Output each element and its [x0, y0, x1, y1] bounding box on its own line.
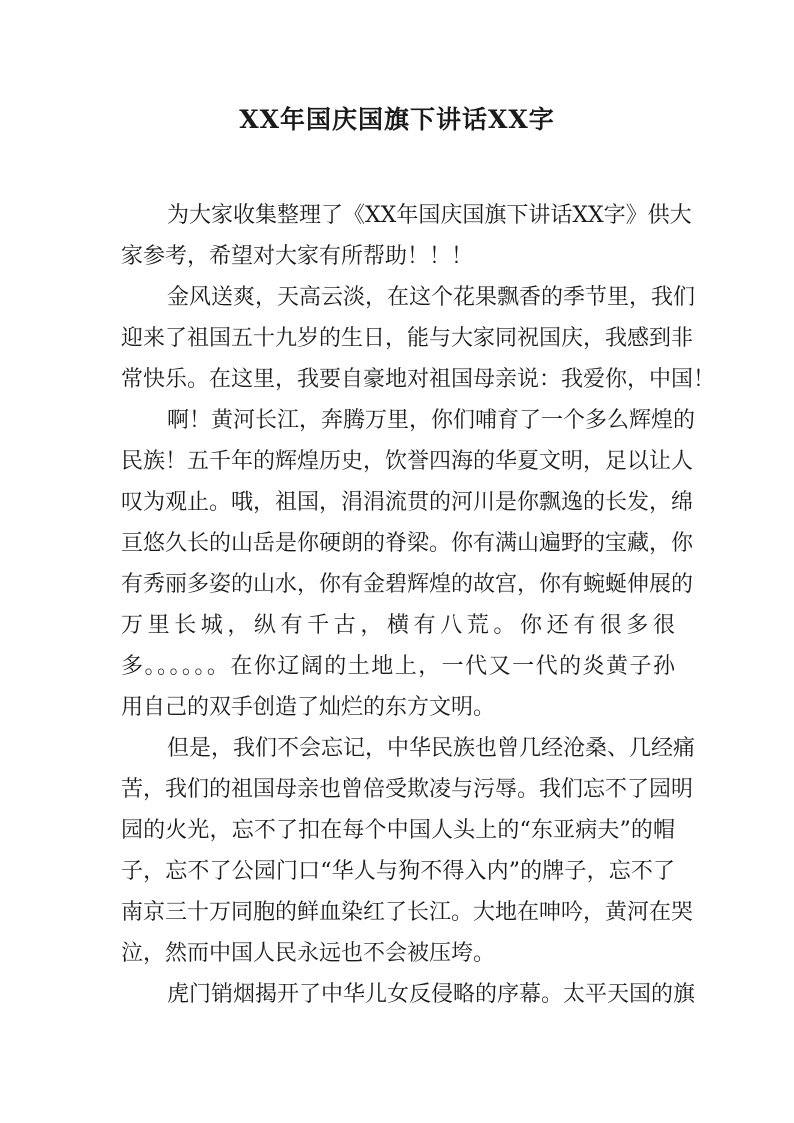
text-line: 迎来了祖国五十九岁的生日，能与大家同祝国庆，我感到非	[121, 326, 694, 351]
text-line: 有秀丽多姿的山水，你有金碧辉煌的故宫，你有蜿蜒伸展的	[121, 572, 694, 597]
text-line: 亘悠久长的山岳是你硬朗的脊梁。你有满山遍野的宝藏，你	[121, 531, 694, 556]
text-line: 为大家收集整理了《XX年国庆国旗下讲话XX字》供大	[167, 203, 692, 228]
text-line: 金风送爽，天高云淡，在这个花果飘香的季节里，我们	[167, 285, 696, 310]
text-line: 多。。。。。。在你辽阔的土地上，一代又一代的炎黄子孙	[121, 654, 675, 679]
text-line: 泣，然而中国人民永远也不会被压垮。	[121, 941, 496, 966]
text-line: 万里长城，纵有千古，横有八荒。你还有很多很	[121, 613, 675, 638]
document-body	[121, 195, 716, 1015]
text-line: 苦，我们的祖国母亲也曾倍受欺凌与污辱。我们忘不了园明	[121, 777, 694, 802]
text-line: 但是，我们不会忘记，中华民族也曾几经沧桑、几经痛	[167, 736, 696, 761]
text-line: 啊！黄河长江，奔腾万里，你们哺育了一个多么辉煌的	[167, 408, 696, 433]
text-line: 子，忘不了公园门口“华人与狗不得入内”的牌子，忘不了	[121, 859, 675, 884]
paragraph	[121, 400, 696, 728]
text-line: 南京三十万同胞的鲜血染红了长江。大地在呻吟，黄河在哭	[121, 900, 694, 925]
document-title: XX年国庆国旗下讲话XX字	[239, 105, 555, 134]
text-line: 家参考，希望对大家有所帮助！！！	[121, 244, 474, 269]
text-line: 常快乐。在这里，我要自豪地对祖国母亲说：我爱你，中国！	[121, 367, 716, 392]
text-line: 虎门销烟揭开了中华儿女反侵略的序幕。太平天国的旗	[167, 982, 696, 1007]
text-line: 用自己的双手创造了灿烂的东方文明。	[121, 695, 496, 720]
paragraph	[121, 974, 696, 1015]
paragraph	[121, 277, 716, 400]
paragraph	[121, 728, 696, 974]
text-line: 叹为观止。哦，祖国，涓涓流贯的河川是你飘逸的长发，绵	[121, 490, 694, 515]
text-line: 园的火光，忘不了扣在每个中国人头上的“东亚病夫”的帽	[121, 818, 675, 843]
text-line: 民族！五千年的辉煌历史，饮誉四海的华夏文明，足以让人	[121, 449, 694, 474]
paragraph	[121, 195, 692, 277]
